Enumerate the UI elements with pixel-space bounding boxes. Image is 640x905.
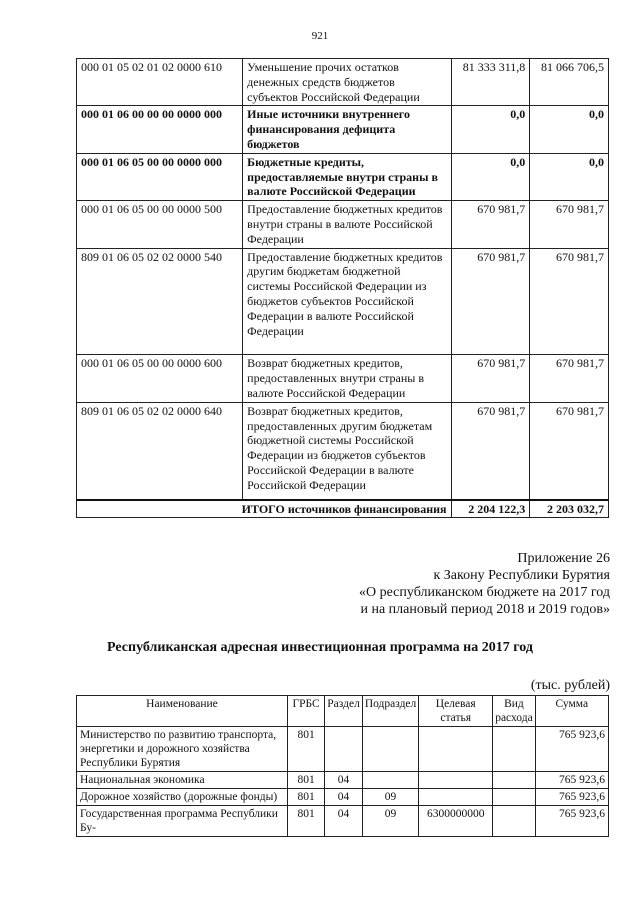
total-value-2017: 2 204 122,3 <box>451 500 530 518</box>
row-name: Бюджетные кредиты, предоставляемые внутри страны в валюте Российской Федерации <box>243 153 451 200</box>
row-value-2018: 670 981,7 <box>530 355 609 402</box>
cell-name: Дорожное хозяйство (дорожные фонды) <box>77 789 288 806</box>
table-row <box>77 355 609 402</box>
cell-sum: 765 923,6 <box>535 727 608 772</box>
table-row <box>77 248 609 355</box>
table-row <box>77 106 609 153</box>
cell-target <box>419 727 493 772</box>
cell-sum: 765 923,6 <box>535 772 608 789</box>
header-podrazdel: Подраздел <box>362 696 418 727</box>
table-row <box>77 789 609 806</box>
row-value-2018: 0,0 <box>530 153 609 200</box>
row-value-2017: 0,0 <box>451 106 530 153</box>
page-number: 921 <box>311 30 329 42</box>
cell-podrazdel: 09 <box>362 789 418 806</box>
table-row <box>77 772 609 789</box>
cell-grbs: 801 <box>287 772 324 789</box>
appendix-line: «О республиканском бюджете на 2017 год <box>359 585 610 600</box>
row-value-2018: 0,0 <box>530 106 609 153</box>
cell-name: Национальная экономика <box>77 772 288 789</box>
header-razdel: Раздел <box>325 696 363 727</box>
cell-target <box>419 772 493 789</box>
cell-podrazdel <box>362 727 418 772</box>
row-value-2017: 0,0 <box>451 153 530 200</box>
appendix-header <box>359 550 610 618</box>
row-value-2018: 670 981,7 <box>530 402 609 499</box>
row-code: 000 01 06 00 00 00 0000 000 <box>77 106 243 153</box>
row-code: 000 01 06 05 00 00 0000 500 <box>77 201 243 248</box>
table-row <box>77 201 609 248</box>
row-value-2017: 670 981,7 <box>451 248 530 355</box>
cell-name: Министерство по развитию транспорта, энергетики и дорожного хозяйства Республики Бурятия <box>77 727 288 772</box>
cell-razdel <box>325 727 363 772</box>
row-code: 000 01 06 05 00 00 0000 600 <box>77 355 243 402</box>
cell-grbs: 801 <box>287 806 324 837</box>
cell-sum: 765 923,6 <box>535 789 608 806</box>
cell-grbs: 801 <box>287 727 324 772</box>
program-title: Республиканская адресная инвестиционная программа на 2017 год <box>107 640 533 655</box>
table-row <box>77 153 609 200</box>
row-value-2017: 81 333 311,8 <box>451 59 530 106</box>
row-code: 809 01 06 05 02 02 0000 640 <box>77 402 243 499</box>
cell-razdel: 04 <box>325 806 363 837</box>
row-name: Предоставление бюджетных кредитов внутри страны в валюте Российской Федерации <box>243 201 451 248</box>
table-row <box>77 402 609 499</box>
unit-note: (тыс. рублей) <box>530 678 610 693</box>
header-target: Целевая статья <box>419 696 493 727</box>
header-grbs: ГРБС <box>287 696 324 727</box>
table-row <box>77 59 609 106</box>
cell-sum: 765 923,6 <box>535 806 608 837</box>
row-code: 809 01 06 05 02 02 0000 540 <box>77 248 243 355</box>
appendix-line: Приложение 26 <box>517 551 610 566</box>
row-name: Уменьшение прочих остатков денежных средств бюджетов субъектов Российской Федерации <box>243 59 451 106</box>
total-label: ИТОГО источников финансирования <box>77 500 452 518</box>
header-name: Наименование <box>77 696 288 727</box>
row-code: 000 01 05 02 01 02 0000 610 <box>77 59 243 106</box>
cell-name: Государственная программа Республики Бу- <box>77 806 288 837</box>
cell-grbs: 801 <box>287 789 324 806</box>
cell-podrazdel: 09 <box>362 806 418 837</box>
cell-target: 6300000000 <box>419 806 493 837</box>
cell-vid <box>493 772 535 789</box>
header-vid: Вид расхода <box>493 696 535 727</box>
row-name: Возврат бюджетных кредитов, предоставленных внутри страны в валюте Российской Федерации <box>243 355 451 402</box>
cell-target <box>419 789 493 806</box>
header-row <box>77 696 609 727</box>
cell-vid <box>493 789 535 806</box>
cell-podrazdel <box>362 772 418 789</box>
row-name: Иные источники внутреннего финансирования дефицита бюджетов <box>243 106 451 153</box>
row-code: 000 01 06 05 00 00 0000 000 <box>77 153 243 200</box>
row-name: Возврат бюджетных кредитов, предоставленных другим бюджетам бюджетной системы Российской Федерации из бюджетов субъектов Российской Федерации в валюте Российской Федерации <box>243 402 451 499</box>
row-value-2018: 670 981,7 <box>530 201 609 248</box>
row-value-2018: 81 066 706,5 <box>530 59 609 106</box>
row-value-2017: 670 981,7 <box>451 402 530 499</box>
investment-program-table <box>76 695 609 837</box>
total-value-2018: 2 203 032,7 <box>530 500 609 518</box>
cell-razdel: 04 <box>325 789 363 806</box>
total-row <box>77 500 609 518</box>
row-value-2017: 670 981,7 <box>451 201 530 248</box>
appendix-line: к Закону Республики Бурятия <box>433 568 610 583</box>
appendix-line: и на плановый период 2018 и 2019 годов» <box>360 602 610 617</box>
cell-vid <box>493 806 535 837</box>
row-value-2017: 670 981,7 <box>451 355 530 402</box>
table-row <box>77 806 609 837</box>
cell-razdel: 04 <box>325 772 363 789</box>
financing-sources-table <box>76 58 609 518</box>
row-name: Предоставление бюджетных кредитов другим бюджетам бюджетной системы Российской Федерации из бюджетов субъектов Российской Федерации в валюте Российской Федерации <box>243 248 451 355</box>
cell-vid <box>493 727 535 772</box>
table-row <box>77 727 609 772</box>
header-sum: Сумма <box>535 696 608 727</box>
row-value-2018: 670 981,7 <box>530 248 609 355</box>
